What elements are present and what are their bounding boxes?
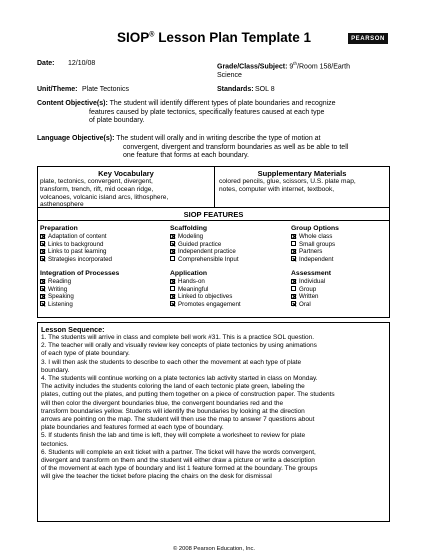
sequence-body	[41, 334, 387, 482]
checked-box-icon[interactable]	[170, 279, 175, 284]
feature-item-label: Partners	[299, 248, 323, 256]
materials-heading: Supplementary Materials	[257, 169, 347, 178]
empty-box-icon[interactable]	[291, 286, 296, 291]
grade-field: Grade/Class/Subject: 9th/Room 158/Earth Science	[217, 61, 350, 79]
sequence-line: The activity includes the students coloring the land of each tectonic plate green, labeling the	[41, 383, 305, 391]
copyright: © 2008 Pearson Education, Inc.	[173, 546, 255, 552]
sequence-line: tectonics.	[41, 440, 69, 448]
feature-item-label: Group	[299, 285, 317, 293]
feature-item-label: Reading	[48, 278, 72, 285]
date-label: Date:	[37, 60, 55, 67]
date-value: 12/10/08	[68, 60, 96, 67]
feature-item	[291, 301, 311, 309]
feature-item	[40, 233, 106, 241]
sequence-line: will then color the divergent boundaries blue, the convergent boundaries red and the	[41, 399, 284, 407]
checked-box-icon[interactable]	[291, 301, 296, 306]
feature-item-label: Comprehensible Input	[178, 255, 239, 263]
sequence-line: of the movement at each type of boundary and list 1 feature formed at the boundary. The groups	[41, 465, 318, 473]
feature-item-label: Individual	[299, 278, 326, 285]
feature-item-label: Written	[299, 293, 319, 301]
feature-item-label: Modeling	[178, 233, 204, 240]
unit-label: Unit/Theme:	[37, 86, 78, 93]
sequence-line: plates, cutting out the plates, and putting them together on a piece of construction paper. The students	[41, 391, 335, 399]
feature-item	[40, 278, 71, 286]
checked-box-icon[interactable]	[291, 294, 296, 299]
checked-box-icon[interactable]	[170, 234, 175, 239]
feature-item-label: Small groups	[299, 240, 336, 248]
feature-group-title: Integration of Processes	[40, 270, 120, 277]
checked-box-icon[interactable]	[291, 279, 296, 284]
feature-item-label: Independent practice	[178, 248, 236, 256]
feature-item	[291, 278, 325, 286]
feature-item	[170, 278, 205, 286]
feature-item	[291, 293, 318, 301]
sequence-line: will give the teacher the ticket before placing the chairs on the desk for dismissal	[41, 473, 272, 481]
feature-group-title: Group Options	[291, 225, 339, 232]
sequence-line: divergent and transform on them and the student will either draw a picture or write a description	[41, 457, 315, 465]
vocab-list: plate, tectonics, convergent, divergent, transform, trench, rift, mid ocean ridge, volcanoes, volcanic island arcs, lithosphere, asthenosphere	[40, 178, 169, 209]
feature-item-label: Hands-on	[178, 278, 205, 285]
sequence-line: transform boundaries yellow. Students will identify the boundaries by looking at the direction	[41, 407, 305, 415]
checked-box-icon[interactable]	[40, 294, 45, 299]
sequence-line: of each type of plate boundary.	[41, 350, 130, 358]
feature-group-title: Preparation	[40, 225, 78, 232]
feature-item	[170, 248, 236, 256]
feature-item-label: Links to background	[48, 240, 104, 248]
grid-rule	[38, 207, 389, 208]
feature-item	[291, 233, 332, 241]
feature-item	[40, 256, 112, 264]
checked-box-icon[interactable]	[40, 256, 45, 261]
feature-item-label: Listening	[48, 300, 73, 308]
feature-item-label: Guided practice	[178, 240, 222, 248]
feature-item	[291, 248, 322, 256]
feature-item	[40, 301, 73, 309]
feature-item-label: Links to past learning	[48, 248, 107, 256]
page-title: SIOP® Lesson Plan Template 1	[117, 30, 311, 45]
feature-item-label: Speaking	[48, 293, 74, 301]
feature-item	[170, 256, 239, 264]
feature-item	[291, 241, 335, 249]
sequence-line: 3. I will then ask the students to describe to each other the movement at each type of plate	[41, 358, 302, 366]
checked-box-icon[interactable]	[170, 301, 175, 306]
feature-item	[170, 286, 208, 294]
feature-item	[40, 241, 103, 249]
pearson-logo: PEARSON	[348, 33, 388, 44]
checked-box-icon[interactable]	[170, 241, 175, 246]
feature-group-title: Scaffolding	[170, 225, 208, 232]
unit-value: Plate Tectonics	[82, 86, 129, 93]
grid-rule	[38, 220, 389, 221]
sequence-line: 6. Students will complete an exit ticket with a partner. The ticket will have the words convergent,	[41, 448, 316, 456]
sequence-line: boundary.	[41, 366, 70, 374]
feature-item-label: Strategies incorporated	[48, 255, 112, 263]
feature-group-title: Application	[170, 270, 208, 277]
vocab-heading: Key Vocabulary	[98, 169, 154, 178]
checked-box-icon[interactable]	[40, 234, 45, 239]
sequence-line: 4. The students will continue working on a plate tectonics lab activity started in class on Monday.	[41, 375, 318, 383]
empty-box-icon[interactable]	[291, 241, 296, 246]
feature-item-label: Linked to objectives	[178, 293, 233, 301]
empty-box-icon[interactable]	[170, 256, 175, 261]
feature-item	[40, 248, 106, 256]
lesson-sequence	[37, 322, 390, 522]
standards-label: Standards:	[217, 86, 254, 93]
materials-list: colored pencils, glue, scissors, U.S. plate map, notes, computer with internet, textbook,	[219, 178, 356, 193]
checked-box-icon[interactable]	[170, 294, 175, 299]
feature-item	[170, 233, 203, 241]
checked-box-icon[interactable]	[170, 249, 175, 254]
feature-item	[170, 241, 221, 249]
empty-box-icon[interactable]	[170, 286, 175, 291]
siop-grid	[37, 166, 390, 318]
feature-item	[170, 293, 232, 301]
sequence-line: 2. The teacher will orally and visually review key concepts of plate tectonics by using animations	[41, 342, 317, 350]
checked-box-icon[interactable]	[40, 241, 45, 246]
checked-box-icon[interactable]	[291, 256, 296, 261]
feature-group-title: Assessment	[291, 270, 332, 277]
feature-item-label: Writing	[48, 285, 68, 293]
sequence-line: 1. The students will arrive in class and complete bell work #31. This is a practice SOL question.	[41, 334, 315, 341]
sequence-line: plate boundaries and features formed at each type of boundary.	[41, 424, 224, 432]
feature-item-label: Adaptation of content	[48, 233, 107, 240]
checked-box-icon[interactable]	[291, 234, 296, 239]
sequence-heading: Lesson Sequence:	[41, 325, 105, 334]
feature-item	[40, 293, 74, 301]
feature-item-label: Oral	[299, 300, 311, 308]
feature-item	[291, 286, 316, 294]
feature-item-label: Whole class	[299, 233, 333, 240]
feature-item	[170, 301, 241, 309]
checked-box-icon[interactable]	[40, 286, 45, 291]
checked-box-icon[interactable]	[291, 249, 296, 254]
feature-item-label: Promotes engagement	[178, 300, 241, 308]
checked-box-icon[interactable]	[40, 249, 45, 254]
content-objective: Content Objective(s): The student will identify different types of plate boundaries and recognize features caused by plate tectonics, specifically features caused at each type of plate boundary.	[37, 100, 336, 124]
sequence-line: 5. If students finish the lab and time is left, they will complete a worksheet to review for plate	[41, 432, 306, 440]
sequence-line: arrows are pointing on the map. The student will then use the map to answer 7 questions about	[41, 416, 315, 424]
standards-value: SOL 8	[255, 86, 275, 93]
feature-item	[291, 256, 333, 264]
language-objective: Language Objective(s): The student will orally and in writing describe the type of motion at convergent, divergent and transform boundaries as well as be able to tell one feature that forms at each boundary.	[37, 135, 349, 159]
feature-item	[40, 286, 67, 294]
checked-box-icon[interactable]	[40, 301, 45, 306]
feature-item-label: Meaningful	[178, 285, 209, 293]
checked-box-icon[interactable]	[40, 279, 45, 284]
feature-item-label: Independent	[299, 255, 334, 263]
features-heading: SIOP FEATURES	[183, 210, 244, 219]
